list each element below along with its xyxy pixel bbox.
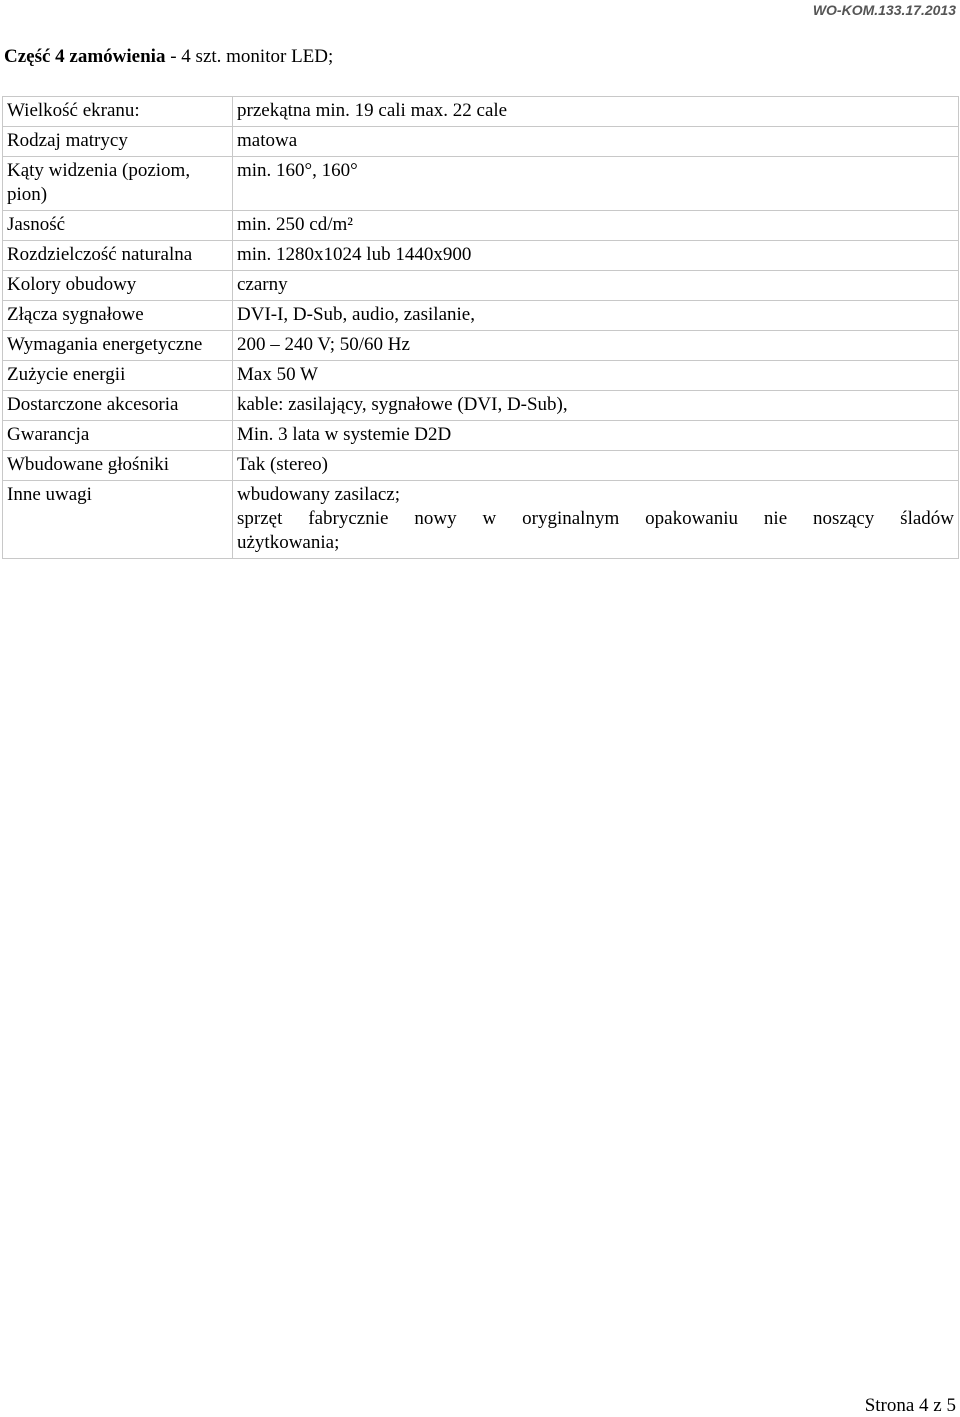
- row-label: Kolory obudowy: [3, 271, 233, 301]
- page-number: Strona 4 z 5: [864, 1395, 956, 1416]
- remarks-line-1: wbudowany zasilacz;: [237, 484, 401, 505]
- row-value: Min. 3 lata w systemie D2D: [233, 421, 959, 451]
- row-value: DVI-I, D-Sub, audio, zasilanie,: [233, 301, 959, 331]
- heading-description: - 4 szt. monitor LED;: [165, 46, 334, 67]
- document-reference: WO-KOM.133.17.2013: [812, 2, 956, 18]
- section-heading: [4, 46, 333, 68]
- table-row: [3, 451, 959, 481]
- row-value: min. 250 cd/m²: [233, 211, 959, 241]
- row-value: czarny: [233, 271, 959, 301]
- spec-table: [2, 96, 959, 559]
- row-value: kable: zasilający, sygnałowe (DVI, D-Sub),: [233, 391, 959, 421]
- row-label: Inne uwagi: [3, 481, 233, 559]
- row-value: min. 1280x1024 lub 1440x900: [233, 241, 959, 271]
- row-value: Max 50 W: [233, 361, 959, 391]
- table-row: [3, 361, 959, 391]
- row-label: Rozdzielczość naturalna: [3, 241, 233, 271]
- remarks-line-2: sprzęt fabrycznie nowy w oryginalnym opakowaniu nie noszący śladów: [237, 508, 954, 529]
- table-row: [3, 211, 959, 241]
- table-row: [3, 331, 959, 361]
- heading-part-label: Część 4 zamówienia: [4, 46, 166, 67]
- table-row: [3, 157, 959, 211]
- table-row: [3, 97, 959, 127]
- table-row: [3, 271, 959, 301]
- row-value: min. 160°, 160°: [233, 157, 959, 211]
- table-row: [3, 241, 959, 271]
- table-row: [3, 421, 959, 451]
- row-label: Wymagania energetyczne: [3, 331, 233, 361]
- row-value: matowa: [233, 127, 959, 157]
- row-label: Kąty widzenia (poziom, pion): [3, 157, 233, 211]
- table-row: [3, 301, 959, 331]
- row-value: Tak (stereo): [233, 451, 959, 481]
- remarks-line-3: użytkowania;: [237, 532, 340, 553]
- row-label: Wbudowane głośniki: [3, 451, 233, 481]
- row-label: Dostarczone akcesoria: [3, 391, 233, 421]
- row-label: Złącza sygnałowe: [3, 301, 233, 331]
- row-label: Zużycie energii: [3, 361, 233, 391]
- table-row: [3, 481, 959, 559]
- row-value: 200 – 240 V; 50/60 Hz: [233, 331, 959, 361]
- row-label: Jasność: [3, 211, 233, 241]
- row-value: przekątna min. 19 cali max. 22 cale: [233, 97, 959, 127]
- row-value: [233, 481, 959, 559]
- table-row: [3, 391, 959, 421]
- table-row: [3, 127, 959, 157]
- row-label: Wielkość ekranu:: [3, 97, 233, 127]
- row-label: Rodzaj matrycy: [3, 127, 233, 157]
- row-label: Gwarancja: [3, 421, 233, 451]
